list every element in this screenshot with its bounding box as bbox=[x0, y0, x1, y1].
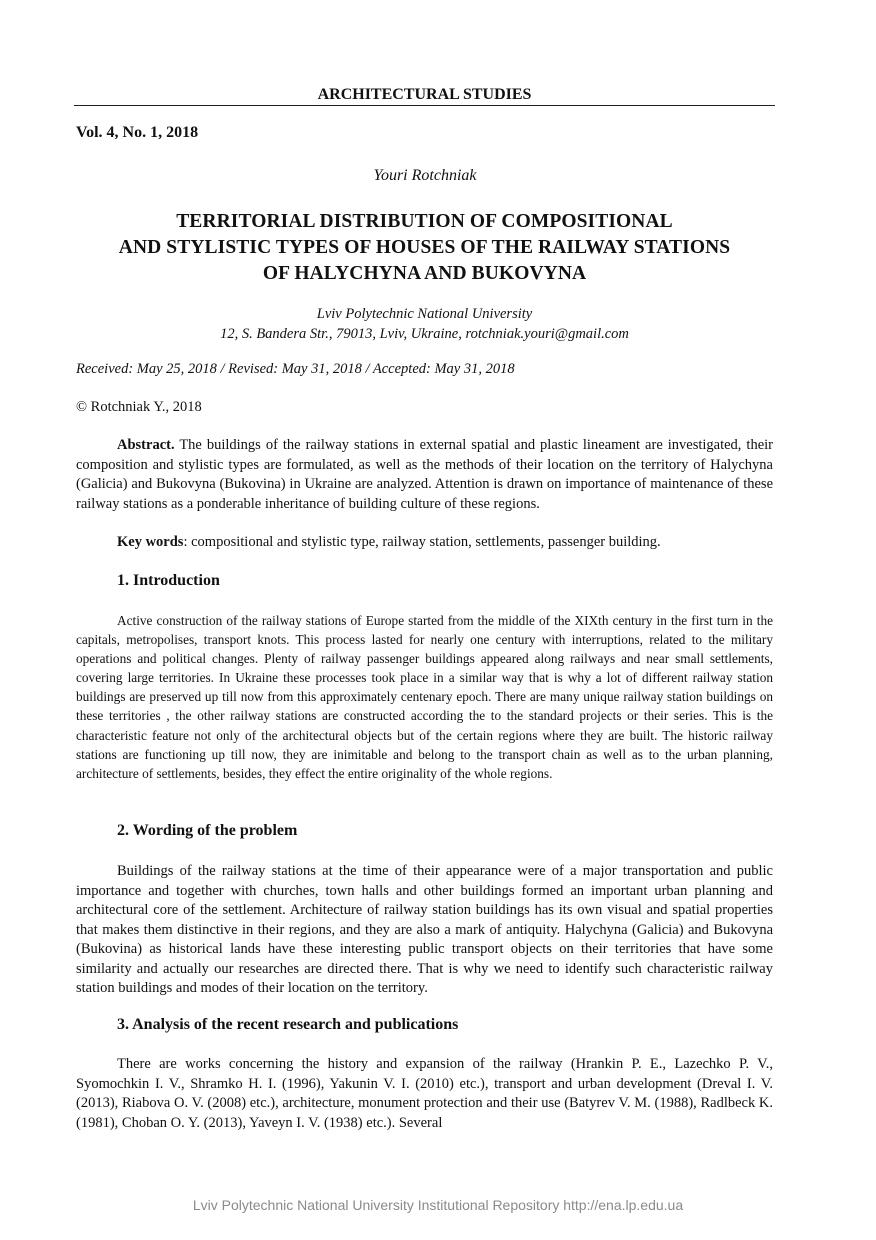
copyright-notice: © Rotchniak Y., 2018 bbox=[76, 399, 202, 415]
author-name: Youri Rotchniak bbox=[373, 167, 477, 184]
volume-info: Vol. 4, No. 1, 2018 bbox=[76, 124, 199, 141]
title-line: OF HALYCHYNA AND BUKOVYNA bbox=[262, 263, 587, 284]
section-heading-problem: 2. Wording of the problem bbox=[117, 822, 298, 839]
keywords-label: Key words bbox=[117, 534, 184, 550]
journal-section-title: ARCHITECTURAL STUDIES bbox=[74, 86, 775, 106]
repository-footer: Lviv Polytechnic National University Institutional Repository http://ena.lp.edu.ua bbox=[192, 1197, 684, 1213]
abstract-label: Abstract. bbox=[117, 437, 175, 453]
abstract-text: The buildings of the railway stations in external spatial and plastic lineament are investigated, their composition and stylistic types are formulated, as well as the methods of their location on the territory of Halychyna (Galicia) and Bukovyna (Bukovina) in Ukraine are analyzed. Attention is drawn on importance of maintenance of these railway stations as a ponderable inheritance of building culture of these regions. bbox=[76, 437, 773, 512]
title-line: AND STYLISTIC TYPES OF HOUSES OF THE RAILWAY STATIONS bbox=[118, 237, 731, 258]
section-heading-analysis: 3. Analysis of the recent research and publications bbox=[117, 1016, 459, 1033]
section-body-analysis: There are works concerning the history and expansion of the railway (Hrankin P. E., Lazechko P. V., Syomochkin I. V., Shramko H. I. (1996), Yakunin V. I. (2010) etc.), transport and urban development (Dreval I. V. (2013), Riabova O. V. (2008) etc.), architecture, monument protection and their use (Batyrev V. M. (1988), Radlbeck K. (1981), Choban O. Y. (2013), Yaveyn I. V. (1938) etc.). Several bbox=[76, 1056, 773, 1131]
title-line: TERRITORIAL DISTRIBUTION OF COMPOSITIONAL bbox=[176, 211, 673, 232]
keywords bbox=[76, 533, 773, 553]
section-body-introduction: Active construction of the railway stations of Europe started from the middle of the XIXth century in the first turn in the capitals, metropolises, transport knots. This process lasted for nearly one century with interruptions, related to the military operations and political changes. Plenty of railway passenger buildings appeared along railways and near small settlements, covering large territories. In Ukraine these processes took place in a similar way that is why a lot of different railway station buildings are preserved up till now from this approximately centenary epoch. There are many unique railway station buildings on these territories , the other railway stations are constructed according the to the standard projects or their series. This is the characteristic feature not only of the architectural objects but of the certain regions where they are built. The historic railway stations are functioning up till now, they are inimitable and belong to the transport chain as well as to the urban planning, architecture of settlements, besides, they effect the entire originality of the whole regions. bbox=[76, 613, 773, 781]
abstract bbox=[76, 436, 773, 514]
address: 12, S. Bandera Str., 79013, Lviv, Ukraine, rotchniak.youri@gmail.com bbox=[220, 326, 629, 342]
section-body-problem: Buildings of the railway stations at the time of their appearance were of a major transportation and public importance and together with churches, town halls and other buildings formed an important urban planning and architectural core of the settlement. Architecture of railway station buildings has its own visual and spatial properties that makes them distinctive in their regions, and they are also a mark of antiquity. Halychyna (Galicia) and Bukovyna (Bukovina) as historical lands have these interesting public transport objects on their territories that have some similarity and actually our researches are directed there. That is why we need to identify such characteristic railway station buildings and modes of their location on the territory. bbox=[76, 863, 773, 996]
affiliation: Lviv Polytechnic National University bbox=[316, 306, 533, 322]
submission-dates: Received: May 25, 2018 / Revised: May 31, 2018 / Accepted: May 31, 2018 bbox=[76, 361, 515, 377]
keywords-text: : compositional and stylistic type, railway station, settlements, passenger building. bbox=[183, 534, 661, 550]
section-heading-introduction: 1. Introduction bbox=[117, 572, 220, 589]
article-title bbox=[74, 209, 775, 287]
affiliation-block bbox=[74, 304, 775, 344]
